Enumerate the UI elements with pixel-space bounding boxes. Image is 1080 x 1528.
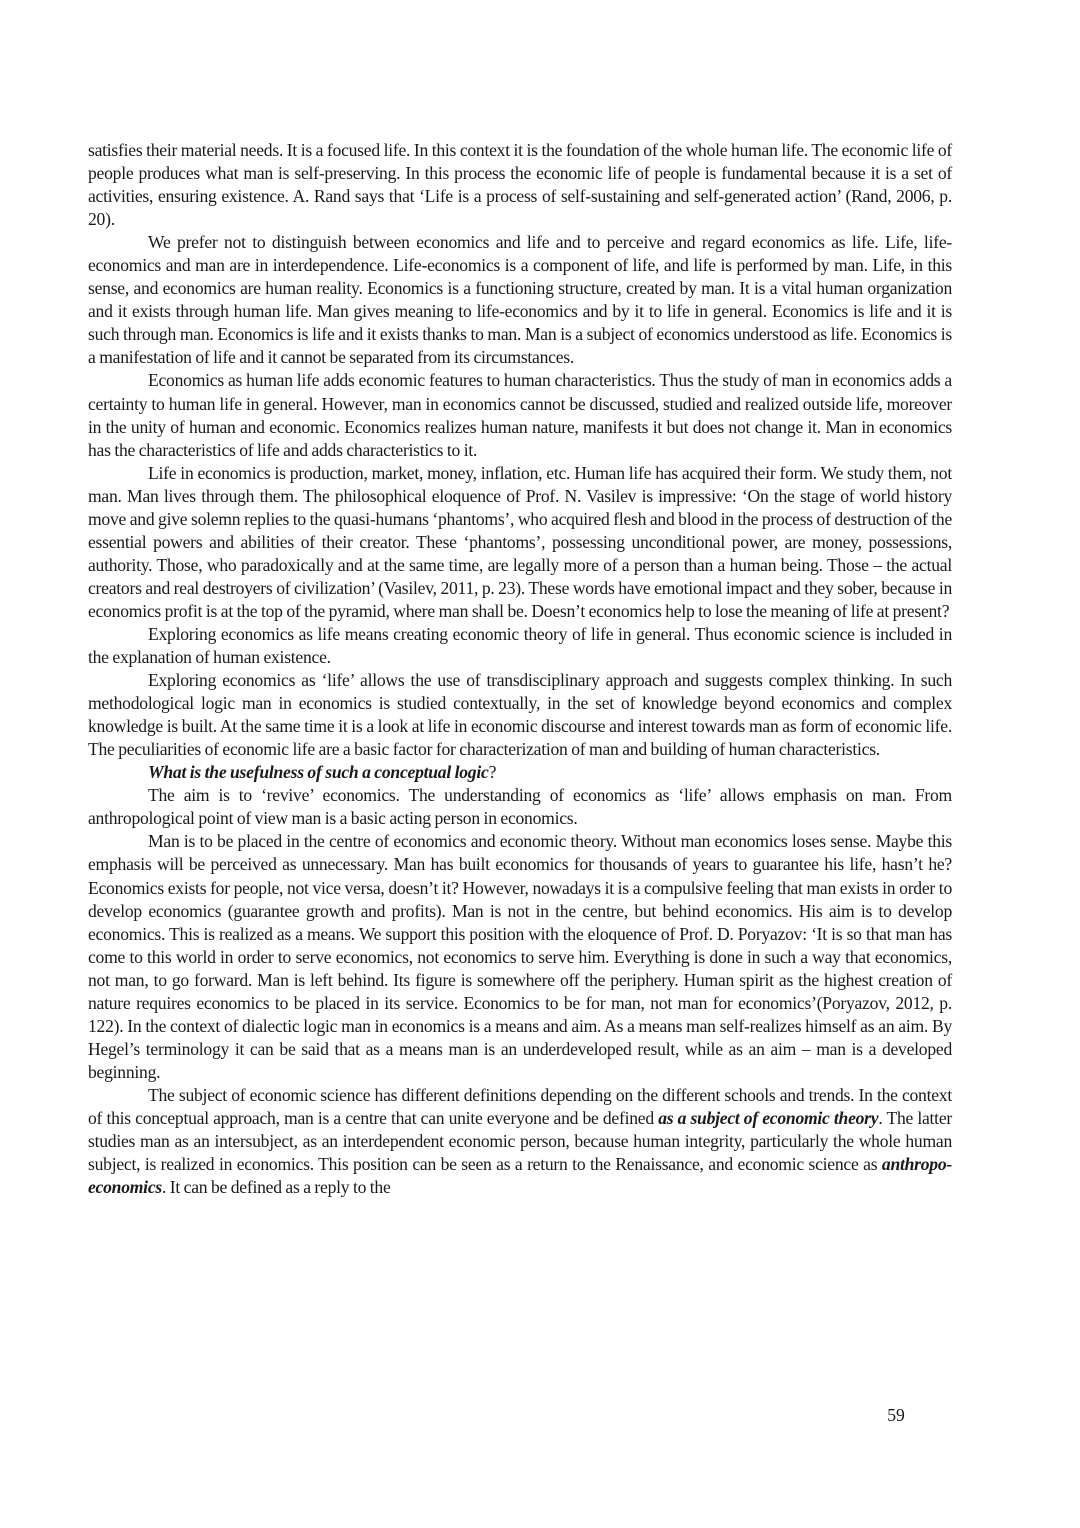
paragraph-8 [88, 784, 952, 830]
paragraph-text: Exploring economics as life means creating economic theory of life in general. Thus economic science is included in the explanation of human existence. [88, 623, 952, 668]
section-question-heading [88, 761, 952, 784]
paragraph-1 [88, 139, 952, 231]
paragraph-text: Man is to be placed in the centre of economics and economic theory. Without man economics loses sense. Maybe this emphasis will be perceived as unnecessary. Man has built economics for thousands of years to guarantee his life, hasn’t he? Economics exists for people, not vice versa, doesn’t it? However, nowadays it is a compulsive feeling that man exists in order to develop economics (guarantee growth and profits). Man is not in the centre, but behind economics. His aim is to develop economics. This is realized as a means. We support this position with the eloquence of Prof. D. Poryazov: ‘It is so that man has come to this world in order to serve economics, not economics to serve him. Everything is done in such a way that economics, not man, to go forward. Man is left behind. Its figure is somewhere off the periphery. Human spirit as the highest creation of nature requires economics to be placed in its service. Economics to be for man, not man for economics’(Poryazov, 2012, p. 122). In the context of dialectic logic man in economics is a means and aim. As a means man self-realizes himself as an aim. By Hegel’s terminology it can be said that as a means man is an underdeveloped result, while as an aim – man is a developed beginning. [88, 831, 952, 1082]
paragraph-text: We prefer not to distinguish between economics and life and to perceive and regard economics as life. Life, life-economics and man are in interdependence. Life-economics is a component of life, and life is performed by man. Life, in this sense, and economics are human reality. Economics is a functioning structure, created by man. It is a vital human organization and it exists through human life. Man gives meaning to life-economics and by it to life in general. Economics is life and it is such through man. Economics is life and it exists thanks to man. Man is a subject of economics understood as life. Economics is a manifestation of life and it cannot be separated from its circumstances. [88, 232, 952, 368]
paragraph-4 [88, 462, 952, 623]
paragraph-5 [88, 623, 952, 669]
paragraph-6 [88, 669, 952, 761]
question-emphasis: What is the usefulness of such a conceptual logic [148, 762, 489, 783]
page-number: 59 [887, 1405, 905, 1425]
paragraph-text: Life in economics is production, market, money, inflation, etc. Human life has acquired their form. We study them, not man. Man lives through them. The philosophical eloquence of Prof. N. Vasilev is impressive: ‘On the stage of world history move and give solemn replies to the quasi-humans ‘phantoms’, who acquired flesh and blood in the process of destruction of the essential powers and abilities of their creator. These ‘phantoms’, possessing unconditional power, are money, possessions, authority. Those, who paradoxically and at the same time, are legally more of a person than a human being. Those – the actual creators and real destroyers of civilization’ (Vasilev, 2011, p. 23). These words have emotional impact and they sober, because in economics profit is at the top of the pyramid, where man shall be. Doesn’t economics help to lose the meaning of life at present? [88, 462, 952, 621]
paragraph-2 [88, 231, 952, 369]
paragraph-text: Exploring economics as ‘life’ allows the use of transdisciplinary approach and suggests complex thinking. In such methodological logic man in economics is studied contextually, in the set of knowledge beyond economics and complex knowledge is built. At the same time it is a look at life in economic discourse and interest towards man as form of economic life. The peculiarities of economic life are a basic factor for characterization of man and building of human characteristics. [88, 670, 952, 760]
paragraph-9 [88, 830, 952, 1084]
emphasis-anthropo-economics: anthropo-economics [88, 1154, 952, 1198]
paragraph-text: The subject of economic science has different definitions depending on the different schools and trends. In the context of this conceptual approach, man is a centre that can unite everyone and be defined [88, 1084, 952, 1128]
paragraph-text: Economics as human life adds economic features to human characteristics. Thus the study of man in economics adds a certainty to human life in general. However, man in economics cannot be discussed, studied and realized outside life, moreover in the unity of human and economic. Economics realizes human nature, manifests it but does not change it. Man in economics has the characteristics of life and adds characteristics to it. [88, 370, 952, 460]
emphasis-subject-of-economic-theory: as a subject of economic theory [658, 1107, 879, 1128]
paragraph-text: The aim is to ‘revive’ economics. The understanding of economics as ‘life’ allows emphasis on man. From anthropological point of view man is a basic acting person in economics. [88, 785, 952, 829]
paragraph-3 [88, 369, 952, 461]
paragraph-text: . It can be defined as a reply to the [161, 1177, 391, 1198]
paragraph-10 [88, 1084, 952, 1199]
page-body [88, 139, 952, 1199]
question-mark: ? [488, 762, 497, 783]
paragraph-text: . The latter studies man as an intersubject, as an interdependent economic person, because human integrity, particularly the whole human subject, is realized in economics. This position can be seen as a return to the Renaissance, and economic science as [88, 1107, 952, 1175]
paragraph-text: satisfies their material needs. It is a focused life. In this context it is the foundation of the whole human life. The economic life of people produces what man is self-preserving. In this process the economic life of people is fundamental because it is a set of activities, ensuring existence. A. Rand says that ‘Life is a process of self-sustaining and self-generated action’ (Rand, 2006, p. 20). [88, 140, 952, 230]
